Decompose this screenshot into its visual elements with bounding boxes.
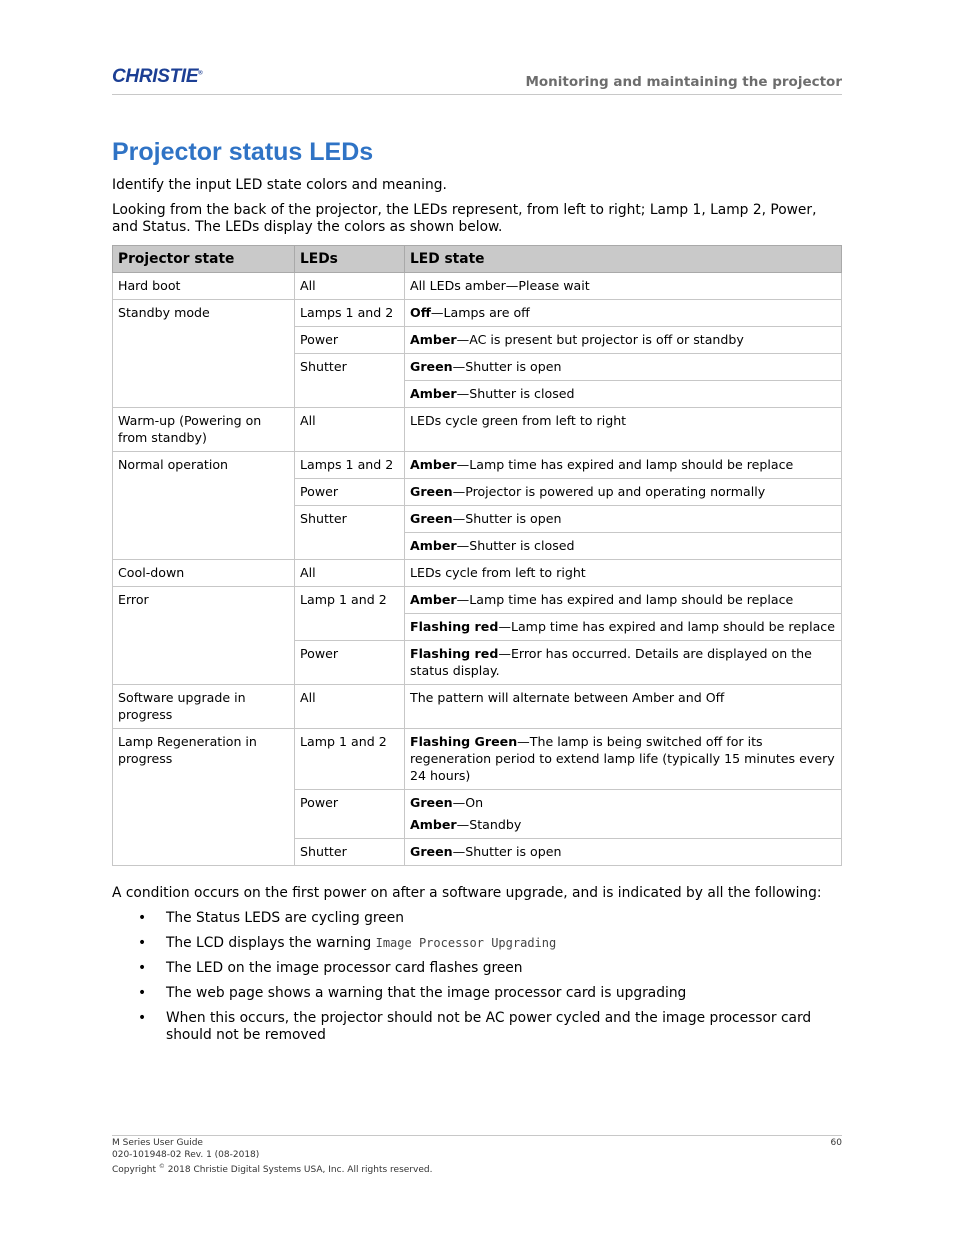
list-item: • The LED on the image processor card flashes green	[138, 960, 523, 976]
bullet-icon: •	[138, 935, 147, 951]
led-state-second-line	[410, 816, 836, 833]
led-state-text: —The lamp is being switched off for its regeneration period to extend lamp life (typically 15 minutes every 24 hours)	[410, 734, 835, 783]
led-color-label: Green	[410, 795, 453, 810]
cell-led-state	[405, 479, 842, 506]
cell-projector-state: Software upgrade in progress	[113, 685, 295, 729]
led-status-table	[112, 245, 842, 866]
bullet-icon: •	[138, 1010, 147, 1026]
cell-projector-state: Normal operation	[113, 452, 295, 560]
led-color-label: Amber	[410, 332, 457, 347]
table-row	[113, 685, 842, 729]
led-state-text: —Lamp time has expired and lamp should be replace	[456, 457, 794, 472]
page-number: 60	[830, 1138, 842, 1148]
led-color-label: Green	[410, 511, 453, 526]
led-color-label: Amber	[410, 538, 457, 553]
cell-led-state	[405, 354, 842, 381]
cell-led-state	[405, 381, 842, 408]
condition-paragraph: A condition occurs on the first power on after a software upgrade, and is indicated by all the following:	[112, 885, 822, 901]
running-header: Monitoring and maintaining the projector	[525, 74, 842, 90]
table-row	[113, 729, 842, 790]
table-row	[113, 300, 842, 327]
table-header-row	[113, 246, 842, 273]
cell-led-state	[405, 641, 842, 685]
list-item: • The web page shows a warning that the image processor card is upgrading	[138, 985, 687, 1001]
cell-led-state	[405, 506, 842, 533]
bullet-icon: •	[138, 910, 147, 926]
cell-led-state	[405, 327, 842, 354]
table-row	[113, 587, 842, 614]
cell-leds: Lamps 1 and 2	[295, 452, 405, 479]
cell-projector-state: Lamp Regeneration in progress	[113, 729, 295, 866]
cell-led-state	[405, 408, 842, 452]
cell-projector-state: Hard boot	[113, 273, 295, 300]
cell-leds: Power	[295, 790, 405, 839]
table-row	[113, 273, 842, 300]
led-color-label: Flashing red	[410, 646, 499, 661]
cell-projector-state: Warm-up (Powering on from standby)	[113, 408, 295, 452]
led-state-text: All LEDs amber—Please wait	[410, 278, 590, 293]
cell-leds: Power	[295, 479, 405, 506]
table-body	[113, 273, 842, 866]
cell-led-state	[405, 614, 842, 641]
led-state-text: —Shutter is open	[452, 511, 562, 526]
cell-led-state	[405, 790, 842, 839]
led-state-text: —Standby	[456, 817, 522, 832]
cell-leds: Power	[295, 641, 405, 685]
cell-leds: Shutter	[295, 506, 405, 560]
col-header-led-state: LED state	[405, 246, 842, 273]
led-color-label: Amber	[410, 386, 457, 401]
footer-doc-number: 020-101948-02 Rev. 1 (08-2018)	[112, 1149, 260, 1160]
page-title: Projector status LEDs	[112, 138, 374, 166]
cell-led-state	[405, 533, 842, 560]
cell-led-state	[405, 452, 842, 479]
led-state-text: —Shutter is open	[452, 844, 562, 859]
cell-leds: Shutter	[295, 839, 405, 866]
footer-divider	[112, 1135, 842, 1136]
led-state-text: The pattern will alternate between Amber and Off	[410, 690, 725, 705]
intro-paragraph-1: Identify the input LED state colors and meaning.	[112, 177, 447, 193]
led-color-label: Amber	[410, 457, 457, 472]
list-item: • The LCD displays the warning Image Processor Upgrading	[138, 935, 557, 951]
table-row	[113, 452, 842, 479]
cell-leds: All	[295, 560, 405, 587]
cell-led-state	[405, 587, 842, 614]
led-state-text: LEDs cycle green from left to right	[410, 413, 627, 428]
cell-leds: Shutter	[295, 354, 405, 408]
cell-leds: Lamp 1 and 2	[295, 587, 405, 641]
cell-led-state	[405, 839, 842, 866]
cell-leds: All	[295, 408, 405, 452]
cell-led-state	[405, 273, 842, 300]
lcd-warning-code: Image Processor Upgrading	[375, 936, 557, 950]
led-color-label: Flashing red	[410, 619, 499, 634]
christie-logo: CHRISTIE®	[112, 66, 203, 87]
table-row	[113, 408, 842, 452]
footer-copyright: Copyright © 2018 Christie Digital Systems USA, Inc. All rights reserved.	[112, 1163, 433, 1175]
list-item: • When this occurs, the projector should not be AC power cycled and the image processor card should not be removed	[138, 1010, 812, 1043]
led-color-label: Amber	[410, 817, 457, 832]
led-color-label: Off	[410, 305, 431, 320]
table-row	[113, 560, 842, 587]
cell-projector-state: Standby mode	[113, 300, 295, 408]
cell-projector-state: Error	[113, 587, 295, 685]
led-state-text: —On	[452, 795, 484, 810]
led-color-label: Amber	[410, 592, 457, 607]
led-state-text: —Projector is powered up and operating normally	[452, 484, 766, 499]
bullet-icon: •	[138, 960, 147, 976]
header-divider	[112, 94, 842, 95]
cell-projector-state: Cool-down	[113, 560, 295, 587]
led-state-text: —Lamp time has expired and lamp should be replace	[456, 592, 794, 607]
bullet-icon: •	[138, 985, 147, 1001]
cell-leds: All	[295, 273, 405, 300]
intro-paragraph-2: Looking from the back of the projector, the LEDs represent, from left to right; Lamp 1, Lamp 2, Power, and Status. The LEDs display the colors as shown below.	[112, 202, 817, 235]
cell-led-state	[405, 300, 842, 327]
col-header-leds: LEDs	[295, 246, 405, 273]
cell-led-state	[405, 729, 842, 790]
cell-leds: Power	[295, 327, 405, 354]
led-state-text: —Lamps are off	[430, 305, 530, 320]
led-state-text: —Shutter is open	[452, 359, 562, 374]
footer-guide-title: M Series User Guide	[112, 1138, 203, 1148]
led-color-label: Flashing Green	[410, 734, 518, 749]
list-item: • The Status LEDS are cycling green	[138, 910, 405, 926]
led-color-label: Green	[410, 844, 453, 859]
cell-leds: Lamps 1 and 2	[295, 300, 405, 327]
led-color-label: Green	[410, 359, 453, 374]
led-state-text: —Lamp time has expired and lamp should be replace	[498, 619, 835, 634]
led-state-text: —Error has occurred. Details are displayed on the status display.	[410, 646, 812, 678]
led-color-label: Green	[410, 484, 453, 499]
cell-leds: Lamp 1 and 2	[295, 729, 405, 790]
cell-led-state	[405, 685, 842, 729]
condition-list	[112, 910, 842, 1052]
led-state-text: —Shutter is closed	[456, 386, 575, 401]
led-state-text: —Shutter is closed	[456, 538, 575, 553]
cell-led-state	[405, 560, 842, 587]
cell-leds: All	[295, 685, 405, 729]
col-header-projector-state: Projector state	[113, 246, 295, 273]
footer	[112, 1138, 432, 1177]
led-state-text: LEDs cycle from left to right	[410, 565, 586, 580]
led-state-text: —AC is present but projector is off or standby	[456, 332, 744, 347]
